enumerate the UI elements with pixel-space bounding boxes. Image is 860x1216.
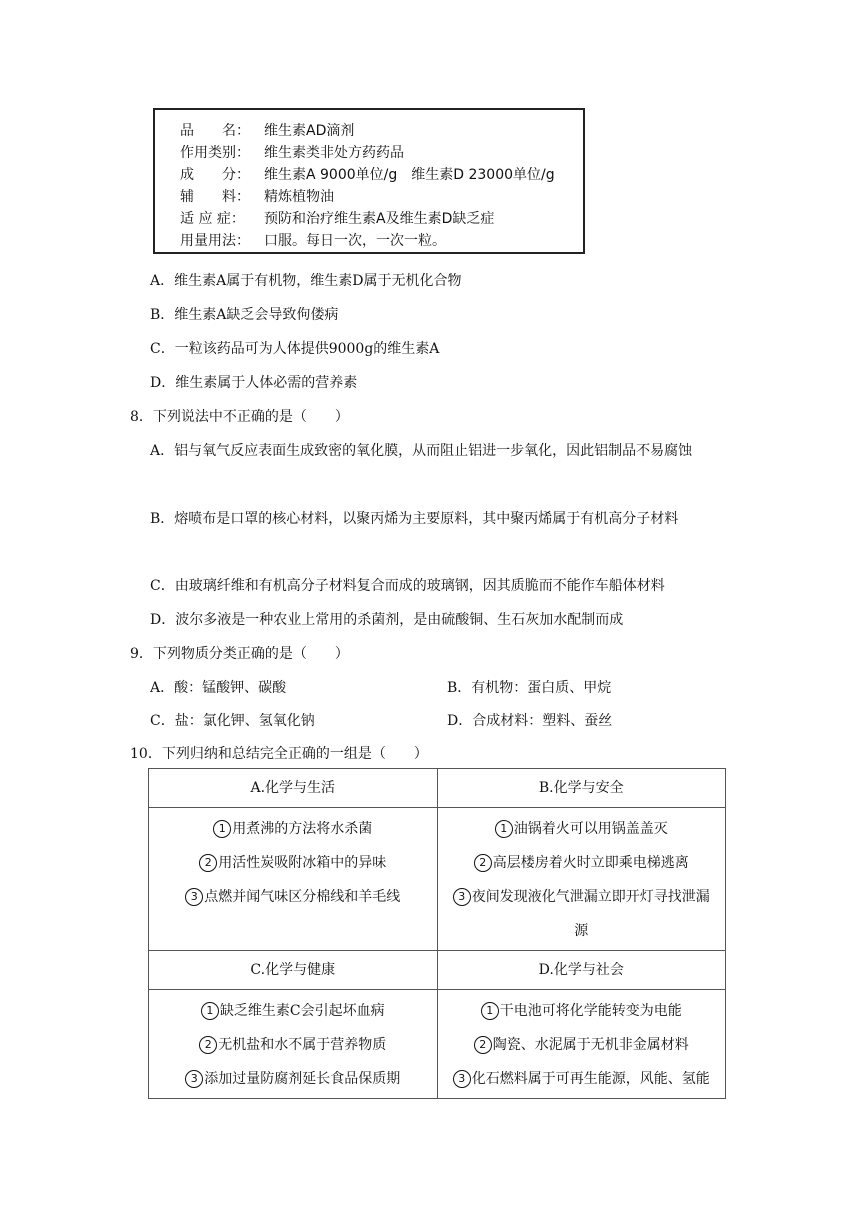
cell-d-body — [437, 990, 726, 1099]
list-item: 3 化石燃料属于可再生能源，风能、氢能 — [438, 1062, 726, 1096]
q10-summary-table — [148, 768, 726, 1099]
label-key: 作用类别： — [180, 145, 250, 161]
cell-b-body — [437, 808, 726, 951]
label-row-indication — [180, 208, 494, 228]
label-value: 维生素类非处方药药品 — [264, 145, 404, 161]
circled-number: 1 — [481, 1002, 499, 1020]
circled-number: 1 — [201, 1002, 219, 1020]
q8-option-a: A．铝与氧气反应表面生成致密的氧化膜，从而阻止铝进一步氧化，因此铝制品不易腐蚀 — [150, 443, 693, 459]
label-value: 口服。每日一次，一次一粒。 — [264, 233, 446, 249]
list-item: 2 无机盐和水不属于营养物质 — [149, 1028, 437, 1062]
list-item: 1 油锅着火可以用锅盖盖灭 — [438, 812, 726, 846]
list-item-wrap: 源 — [574, 923, 589, 939]
q9-option-b: B．有机物：蛋白质、甲烷 — [447, 680, 612, 696]
label-value: 精炼植物油 — [264, 189, 334, 205]
q8-option-b: B．熔喷布是口罩的核心材料，以聚丙烯为主要原料，其中聚丙烯属于有机高分子材料 — [150, 511, 679, 527]
cell-c-body — [149, 990, 438, 1099]
label-key: 成 分： — [180, 167, 250, 183]
label-value: 预防和治疗维生素A及维生素D缺乏症 — [264, 211, 495, 227]
list-item: 2 高层楼房着火时立即乘电梯逃离 — [438, 846, 726, 880]
label-row-ingredients — [180, 164, 555, 184]
list-item: 3 添加过量防腐剂延长食品保质期 — [149, 1062, 437, 1096]
q9-option-a: A．酸：锰酸钾、碳酸 — [150, 680, 287, 696]
circled-number: 3 — [453, 888, 471, 906]
label-value: 维生素AD滴剂 — [264, 123, 355, 139]
q9-stem: 9．下列物质分类正确的是（ ） — [130, 646, 349, 662]
label-key: 用量用法： — [180, 233, 250, 249]
cell-d-title: D.化学与社会 — [437, 951, 726, 990]
cell-c-title: C.化学与健康 — [149, 951, 438, 990]
label-row-dosage — [180, 230, 446, 250]
label-row-category — [180, 142, 404, 162]
drug-label-box — [153, 108, 585, 254]
circled-number: 1 — [213, 820, 231, 838]
q7-option-d: D．维生素属于人体必需的营养素 — [150, 375, 358, 391]
q9-option-c: C．盐：氯化钾、氢氧化钠 — [150, 713, 315, 729]
list-item: 1 干电池可将化学能转变为电能 — [438, 994, 726, 1028]
label-key: 品 名： — [180, 123, 250, 139]
circled-number: 2 — [199, 854, 217, 872]
list-item: 1 用煮沸的方法将水杀菌 — [149, 812, 437, 846]
circled-number: 3 — [453, 1070, 471, 1088]
cell-b-title: B.化学与安全 — [437, 769, 726, 808]
q10-stem: 10．下列归纳和总结完全正确的一组是（ ） — [130, 746, 428, 762]
cell-a-title: A.化学与生活 — [149, 769, 438, 808]
label-value: 维生素A 9000单位/g 维生素D 23000单位/g — [264, 167, 555, 183]
label-row-name — [180, 120, 354, 140]
q8-stem: 8．下列说法中不正确的是（ ） — [130, 409, 349, 425]
cell-a-body — [149, 808, 438, 951]
q9-option-d: D．合成材料：塑料、蚕丝 — [447, 713, 613, 729]
q8-option-c: C．由玻璃纤维和有机高分子材料复合而成的玻璃钢，因其质脆而不能作车船体材料 — [150, 578, 665, 594]
label-key: 适 应 症： — [180, 211, 245, 227]
circled-number: 2 — [474, 854, 492, 872]
circled-number: 2 — [199, 1036, 217, 1054]
circled-number: 3 — [185, 1070, 203, 1088]
circled-number: 2 — [474, 1036, 492, 1054]
q7-option-a: A．维生素A属于有机物，维生素D属于无机化合物 — [150, 273, 462, 289]
label-key: 辅 料： — [180, 189, 250, 205]
label-row-excipient — [180, 186, 334, 206]
circled-number: 1 — [495, 820, 513, 838]
q7-option-c: C．一粒该药品可为人体提供9000g的维生素A — [150, 341, 440, 357]
q8-option-d: D．波尔多液是一种农业上常用的杀菌剂，是由硫酸铜、生石灰加水配制而成 — [150, 612, 624, 628]
q7-option-b: B．维生素A缺乏会导致佝偻病 — [150, 307, 339, 323]
list-item: 1 缺乏维生素C会引起坏血病 — [149, 994, 437, 1028]
list-item: 3 夜间发现液化气泄漏立即开灯寻找泄漏 — [438, 880, 726, 914]
circled-number: 3 — [185, 888, 203, 906]
list-item: 2 陶瓷、水泥属于无机非金属材料 — [438, 1028, 726, 1062]
list-item: 3 点燃并闻气味区分棉线和羊毛线 — [149, 880, 437, 914]
list-item: 2 用活性炭吸附冰箱中的异味 — [149, 846, 437, 880]
